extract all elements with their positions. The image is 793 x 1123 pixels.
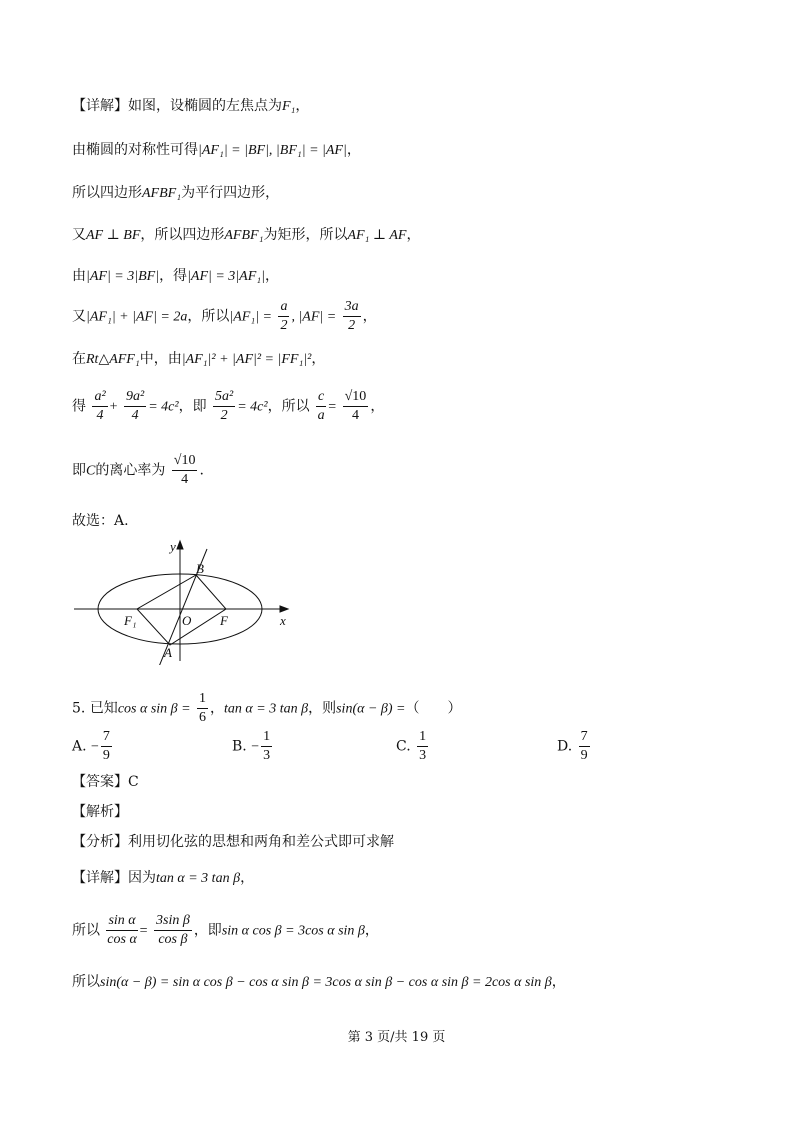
label-F: F [220,613,228,628]
fraction: $\frac{3a}{2}$ [344,299,359,333]
option-D: D. $\frac{7}{9}$ [557,729,588,763]
detail-line-1: 【详解】如图，设椭圆的左焦点为F₁， [72,98,310,114]
fraction: $\frac{√10}{4}$ [344,389,367,423]
detail-tag: 【详解】 [72,98,128,114]
fraction: $\frac{\text{sin α}}{\text{cos α}}$ [107,913,137,947]
detail-line-4: 又AF ⊥ BF，所以四边形AFBF₁为矩形，所以AF₁ ⊥ AF， [72,227,421,243]
label-x: x [280,613,286,628]
ellipse-figure [70,535,300,665]
label-y: y [170,539,176,554]
label-O: O [182,613,192,628]
detail-line-8: 得 $\frac{\text{a²}}{4}$ + $\frac{\text{9a²}}{4}$ = 4c²，即 $\frac{\text{5a²}}{2}$ = 4c²，所以 $\frac{c}{a}$ = $\frac{√10}{4}$ ， [72,389,385,423]
detail-line-3: 所以四边形AFBF₁为平行四边形， [72,185,280,201]
detail-line-7: 在Rt△AFF₁中，由|AF₁|² + |AF|² = |FF₁|²， [72,351,326,367]
q5-detail-line-1: 【详解】因为tan α = 3 tan β， [72,870,255,886]
q5-detail-line-3: 所以sin(α − β) = sin α cos β − cos α sin β = 3cos α sin β − cos α sin β = 2cos α sin β， [72,974,566,990]
option-B: B. − $\frac{1}{3}$ [232,729,271,763]
fraction: $\frac{c}{a}$ [317,389,325,423]
fraction: $\frac{\text{5a²}}{2}$ [215,389,234,423]
fraction: $\frac{a}{2}$ [280,299,288,333]
fraction: $\frac{\text{a²}}{4}$ [94,389,106,423]
detail-line-10: 故选：A. [72,513,129,529]
fenxi-line: 【分析】利用切化弦的思想和两角和差公式即可求解 [72,834,394,850]
label-A: A [164,645,172,660]
label-B: B [196,561,204,576]
question-5: 5. 已知cos α sin β = $\frac{1}{6}$ ，tan α = 3 tan β，则sin(α − β) =（ ） [72,691,462,725]
option-A: A. − $\frac{7}{9}$ [72,729,110,763]
page-footer: 第 3 页/共 19 页 [347,1030,446,1045]
detail-line-6: 又|AF₁| + |AF| = 2a，所以|AF₁| = $\frac{a}{2}$ , |AF| = $\frac{3a}{2}$ ， [72,299,377,333]
detail-line-9: 即C的离心率为 $\frac{√10}{4}$ . [72,453,204,487]
q5-detail-line-2: 所以 $\frac{\text{sin α}}{\text{cos α}}$ = $\frac{\text{3sin β}}{\text{cos β}}$ ，即sin α cos β = 3cos α sin β， [72,913,379,947]
analysis-line: 【解析】 [72,804,128,820]
detail-line-5: 由|AF| = 3|BF|，得|AF| = 3|AF₁|， [72,268,279,284]
label-F1: F₁ [124,613,137,628]
detail-line-2: 由椭圆的对称性可得|AF₁| = |BF|, |BF₁| = |AF|， [72,142,361,158]
y-arrow [177,541,183,549]
answer-line: 【答案】C [72,774,139,790]
quadrilateral-AFBF1 [137,575,226,645]
x-arrow [280,606,288,612]
fraction: $\frac{\text{3sin β}}{\text{cos β}}$ [156,913,190,947]
fraction: $\frac{√10}{4}$ [173,453,196,487]
option-C: C. $\frac{1}{3}$ [396,729,427,763]
fraction: $\frac{1}{6}$ [199,691,207,725]
fraction: $\frac{\text{9a²}}{4}$ [126,389,145,423]
